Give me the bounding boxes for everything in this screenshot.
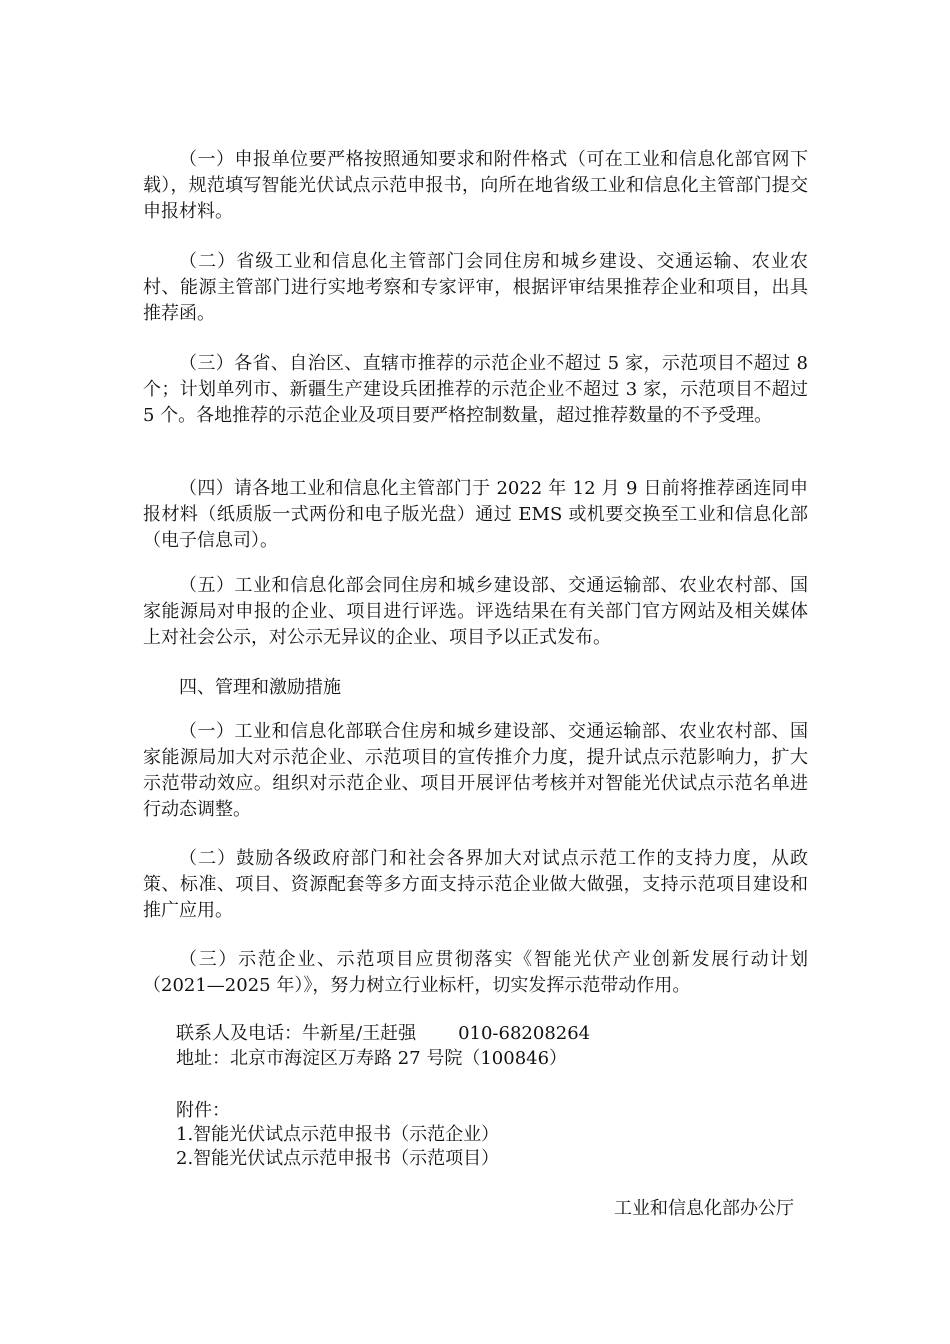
- attachments-heading: 附件：: [176, 1100, 230, 1121]
- contact-phone: 010-68208264: [458, 1023, 591, 1044]
- paragraph-8: （三）示范企业、示范项目应贯彻落实《智能光伏产业创新发展行动计划（2021—2025 年）》，努力树立行业标杆，切实发挥示范带动作用。: [143, 949, 808, 996]
- paragraph-2: （二）省级工业和信息化主管部门会同住房和城乡建设、交通运输、农业农村、能源主管部门进行实地考察和专家评审，根据评审结果推荐企业和项目，出具推荐函。: [143, 251, 808, 324]
- paragraph-4: （四）请各地工业和信息化主管部门于 2022 年 12 月 9 日前将推荐函连同申报材料（纸质版一式两份和电子版光盘）通过 EMS 或机要交换至工业和信息化部（电子信息司）。: [143, 478, 808, 551]
- section-heading: 四、管理和激励措施: [179, 677, 341, 698]
- attachment-item-1: 1.智能光伏试点示范申报书（示范企业）: [176, 1124, 500, 1145]
- contact-line: [176, 1021, 590, 1047]
- paragraph-5: （五）工业和信息化部会同住房和城乡建设部、交通运输部、农业农村部、国家能源局对申报的企业、项目进行评选。评选结果在有关部门官方网站及相关媒体上对社会公示，对公示无异议的企业、项目予以正式发布。: [143, 575, 808, 648]
- paragraph-3: （三）各省、自治区、直辖市推荐的示范企业不超过 5 家，示范项目不超过 8 个；计划单列市、新疆生产建设兵团推荐的示范企业不超过 3 家，示范项目不超过 5 个。各地推荐的示范企业及项目要严格控制数量，超过推荐数量的不予受理。: [143, 353, 808, 426]
- attachment-item-2: 2.智能光伏试点示范申报书（示范项目）: [176, 1148, 500, 1169]
- paragraph-1: （一）申报单位要严格按照通知要求和附件格式（可在工业和信息化部官网下载），规范填写智能光伏试点示范申报书，向所在地省级工业和信息化主管部门提交申报材料。: [143, 149, 808, 222]
- contact-address: 地址：北京市海淀区万寿路 27 号院（100846）: [176, 1048, 568, 1069]
- paragraph-6: （一）工业和信息化部联合住房和城乡建设部、交通运输部、农业农村部、国家能源局加大对示范企业、示范项目的宣传推介力度，提升试点示范影响力，扩大示范带动效应。组织对示范企业、项目开展评估考核并对智能光伏试点示范名单进行动态调整。: [143, 721, 808, 820]
- paragraph-7: （二）鼓励各级政府部门和社会各界加大对试点示范工作的支持力度，从政策、标准、项目、资源配套等多方面支持示范企业做大做强，支持示范项目建设和推广应用。: [143, 848, 808, 921]
- contact-label: 联系人及电话：牛新星/王赶强: [176, 1023, 417, 1044]
- signature: 工业和信息化部办公厅: [614, 1198, 794, 1219]
